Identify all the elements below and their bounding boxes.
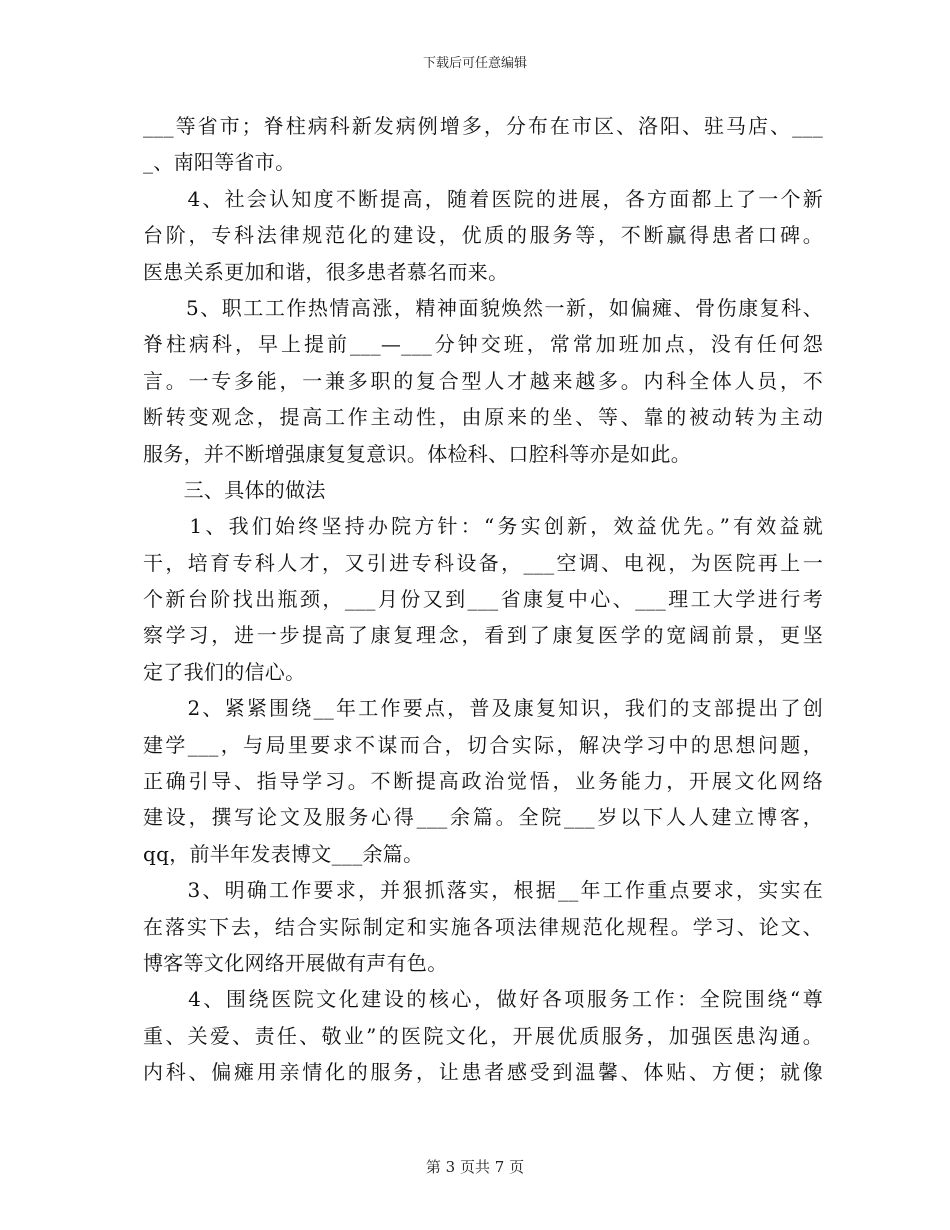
page-footer: 第 3 页共 7 页 — [425, 1158, 525, 1176]
text-line: 1、我们始终坚持办院方针：“务实创新，效益优先。”有效益就 — [143, 514, 823, 539]
text-line: 言。一专多能，一兼多职的复合型人才越来越多。内科全体人员，不 — [143, 368, 823, 393]
text-line: 博客等文化网络开展做有声有色。 — [143, 950, 448, 975]
page-header: 下载后可任意编辑 — [422, 56, 527, 71]
text-line: 4、围绕医院文化建设的核心，做好各项服务工作：全院围绕“尊 — [143, 987, 823, 1012]
text-line: 干，培育专科人才，又引进专科设备，___空调、电视，为医院再上一 — [143, 550, 823, 575]
text-line: ___等省市；脊柱病科新发病例增多，分布在市区、洛阳、驻马店、___ — [143, 114, 823, 138]
text-line: 正确引导、指导学习。不断提高政治觉悟，业务能力，开展文化网络 — [143, 769, 823, 794]
text-line: 2、紧紧围绕__年工作要点，普及康复知识，我们的支部提出了创 — [143, 696, 823, 721]
text-line: 5、职工工作热情高涨，精神面貌焕然一新，如偏瘫、骨伤康复科、 — [143, 295, 823, 320]
text-line: 医患关系更加和谐，很多患者慕名而来。 — [143, 259, 509, 284]
section-heading: 三、具体的做法 — [143, 477, 326, 502]
text-line: 3、明确工作要求，并狠抓落实，根据__年工作重点要求，实实在 — [143, 878, 823, 903]
text-line: 在落实下去，结合实际制定和实施各项法律规范化规程。学习、论文、 — [143, 914, 823, 939]
text-line: 断转变观念，提高工作主动性，由原来的坐、等、靠的被动转为主动 — [143, 405, 823, 430]
text-line: 台阶，专科法律规范化的建设，优质的服务等，不断赢得患者口碑。 — [143, 223, 823, 248]
text-line: 建学___，与局里要求不谋而合，切合实际，解决学习中的思想问题， — [143, 732, 823, 757]
text-line: 察学习，进一步提高了康复理念，看到了康复医学的宽阔前景，更坚 — [143, 623, 823, 648]
text-line: 重、关爱、责任、敬业”的医院文化，开展优质服务，加强医患沟通。 — [143, 1023, 823, 1048]
text-line: 内科、偏瘫用亲情化的服务，让患者感受到温馨、体贴、方便；就像 — [143, 1060, 823, 1085]
text-line: qq，前半年发表博文___余篇。 — [143, 841, 424, 866]
text-line: 脊柱病科，早上提前___—___分钟交班，常常加班加点，没有任何怨 — [143, 332, 823, 357]
text-line: 建设，撰写论文及服务心得___余篇。全院___岁以下人人建立博客， — [143, 805, 823, 830]
text-line: 定了我们的信心。 — [143, 659, 306, 684]
text-line: 个新台阶找出瓶颈，___月份又到___省康复中心、___理工大学进行考 — [143, 587, 823, 612]
text-line: 4、社会认知度不断提高，随着医院的进展，各方面都上了一个新 — [143, 186, 823, 211]
text-line: _、南阳等省市。 — [143, 150, 296, 175]
document-body — [143, 108, 823, 1091]
text-line: 服务，并不断增强康复复意识。体检科、口腔科等亦是如此。 — [143, 441, 692, 466]
